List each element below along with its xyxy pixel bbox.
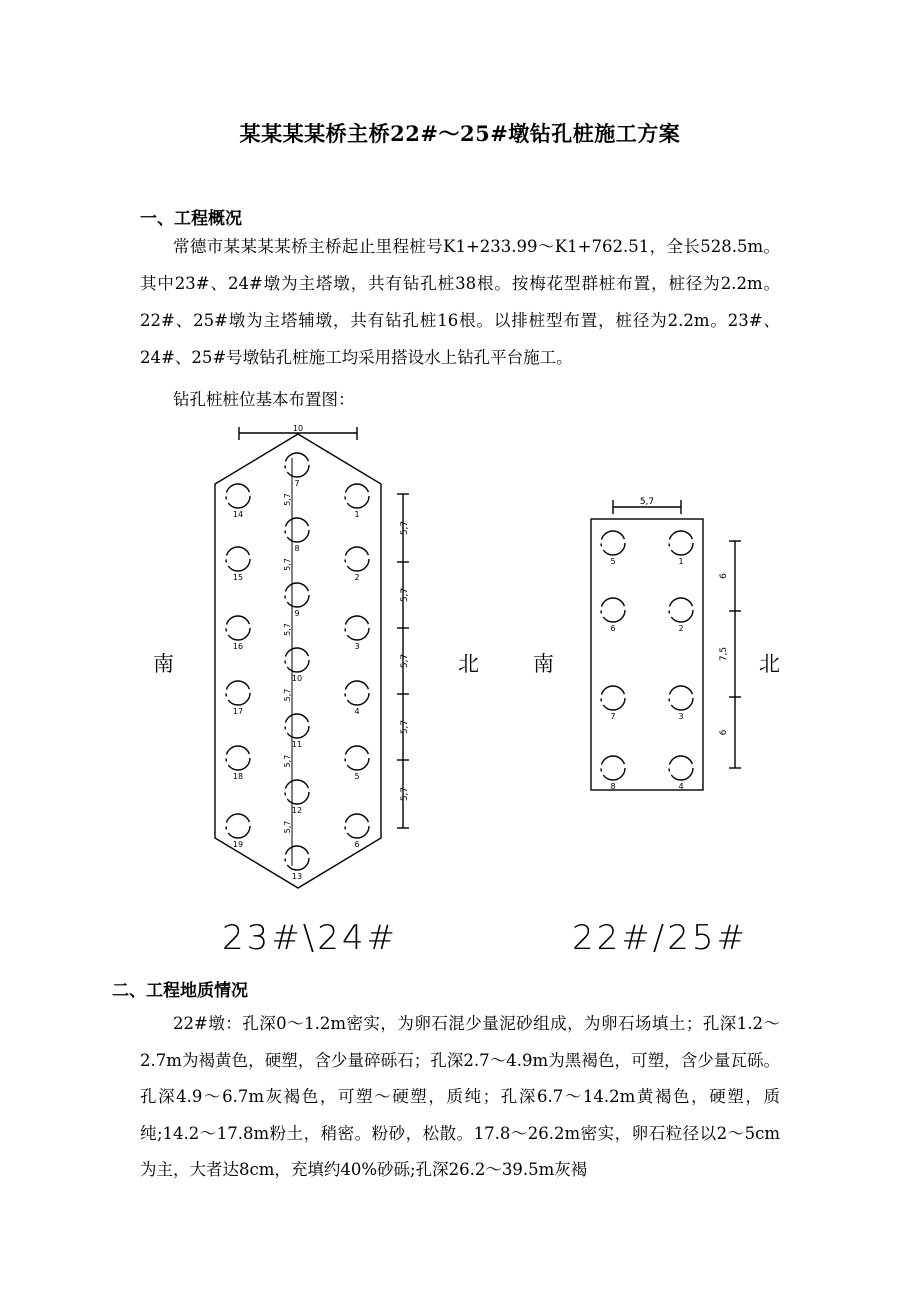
pile-right-4	[669, 756, 693, 791]
pile-number: 8	[610, 782, 616, 791]
pile-left-14	[226, 484, 250, 519]
pile-number: 16	[232, 642, 244, 651]
pile-number: 9	[294, 609, 300, 618]
pile-number: 1	[678, 557, 684, 566]
south-label-left: 南	[153, 652, 174, 676]
side-dimension-label: 6	[719, 573, 729, 579]
side-dimension-label: 5,7	[400, 653, 410, 669]
figure-caption: 钻孔桩桩位基本布置图：	[173, 390, 355, 409]
section2-paragraph: 22#墩：孔深0～1.2m密实，为卵石混少量泥砂组成，为卵石场填土；孔深1.2～2.7m为褐黄色，硬塑，含少量碎砾石；孔深2.7～4.9m为黑褐色，可塑，含少量瓦砾。孔深4.9～6.7m灰褐色，可塑～硬塑，质纯；孔深6.7～14.2m黄褐色，硬塑，质纯;14.2～17.8m粉土，稍密。粉砂，松散。17.8～26.2m密实，卵石粒径以2～5cm为主，大者达8cm，充填约40%砂砾;孔深26.2～39.5m灰褐	[140, 1014, 780, 1179]
pile-number: 15	[232, 573, 244, 582]
pile-left-2	[345, 547, 369, 582]
pile-layout-diagram	[0, 420, 920, 960]
pile-left-7	[285, 453, 309, 488]
center-spacing-label: 5,7	[283, 623, 292, 636]
pile-number: 12	[291, 806, 303, 815]
pile-number: 1	[354, 510, 360, 519]
pile-left-18	[226, 746, 250, 781]
pile-left-11	[285, 714, 309, 749]
pile-number: 7	[294, 479, 300, 488]
pile-right-6	[601, 598, 625, 633]
pile-number: 3	[678, 712, 684, 721]
pile-number: 3	[354, 642, 360, 651]
pile-left-9	[285, 583, 309, 618]
top-dim-left: 10	[292, 424, 304, 433]
pile-left-3	[345, 616, 369, 651]
pile-left-17	[226, 681, 250, 716]
pile-left-12	[285, 780, 309, 815]
pile-left-5	[345, 746, 369, 781]
side-dimension-label: 5,7	[400, 587, 410, 603]
pile-number: 13	[291, 872, 303, 881]
pile-number: 6	[610, 624, 616, 633]
pile-left-16	[226, 616, 250, 651]
pile-number: 2	[678, 624, 684, 633]
pile-number: 17	[232, 707, 244, 716]
cap-outline-left	[215, 434, 381, 888]
pile-number: 11	[291, 740, 303, 749]
pile-left-1	[345, 484, 369, 519]
side-dimension-label: 5,7	[400, 719, 410, 735]
side-dimension-label: 5,7	[400, 786, 410, 802]
pile-number: 5	[354, 772, 360, 781]
side-dimension-label: 6	[719, 729, 729, 736]
center-spacing-label: 5,7	[283, 493, 292, 506]
south-label-right: 南	[533, 652, 554, 676]
center-spacing-label: 5,7	[283, 820, 292, 834]
side-dimension-label: 5,7	[400, 520, 410, 536]
section2-heading: 二、工程地质情况	[112, 981, 248, 1001]
pile-number: 18	[232, 772, 244, 781]
pile-left-10	[285, 648, 309, 683]
pile-right-3	[669, 686, 693, 721]
pile-right-1	[669, 531, 693, 566]
pile-right-2	[669, 598, 693, 633]
top-dim-right: 5,7	[639, 497, 655, 507]
pile-left-6	[345, 814, 369, 849]
north-label-right: 北	[759, 652, 780, 676]
cap-outline-right	[591, 519, 703, 790]
diagram-name-left: 23#\24#	[222, 918, 398, 958]
pile-right-7	[601, 686, 625, 721]
pile-left-15	[226, 547, 250, 582]
pile-number: 8	[294, 544, 300, 553]
pile-number: 4	[678, 782, 684, 791]
pile-right-8	[601, 756, 625, 791]
pile-number: 10	[291, 674, 303, 683]
pile-number: 7	[610, 712, 616, 721]
pile-right-5	[601, 531, 625, 566]
diagram-name-right: 22#/25#	[572, 918, 748, 958]
section1-heading: 一、工程概况	[140, 209, 242, 229]
center-spacing-label: 5,7	[283, 688, 292, 702]
diagram-23-24	[215, 427, 403, 888]
pile-number: 14	[232, 510, 244, 519]
center-spacing-label: 5,7	[283, 558, 292, 571]
section1-paragraph: 常德市某某某某桥主桥起止里程桩号K1+233.99～K1+762.51，全长528.5m。其中23#、24#墩为主塔墩，共有钻孔桩38根。按梅花型群桩布置，桩径为2.2m。22#、25#墩为主塔辅墩，共有钻孔桩16根。以排桩型布置，桩径为2.2m。23#、24#、25#号墩钻孔桩施工均采用搭设水上钻孔平台施工。	[140, 237, 780, 367]
pile-left-4	[345, 681, 369, 716]
pile-number: 4	[354, 707, 360, 716]
side-dimension-label: 7,5	[719, 646, 729, 662]
diagram-22-25	[591, 500, 735, 790]
pile-left-8	[285, 518, 309, 553]
pile-number: 2	[354, 573, 360, 582]
pile-number: 6	[354, 840, 360, 849]
pile-number: 5	[610, 557, 616, 566]
pile-left-13	[285, 846, 309, 881]
page-title: 某某某某桥主桥22#～25#墩钻孔桩施工方案	[239, 121, 681, 146]
pile-number: 19	[232, 840, 244, 849]
north-label-left: 北	[458, 652, 479, 676]
center-spacing-label: 5,7	[283, 754, 292, 768]
pile-left-19	[226, 814, 250, 849]
